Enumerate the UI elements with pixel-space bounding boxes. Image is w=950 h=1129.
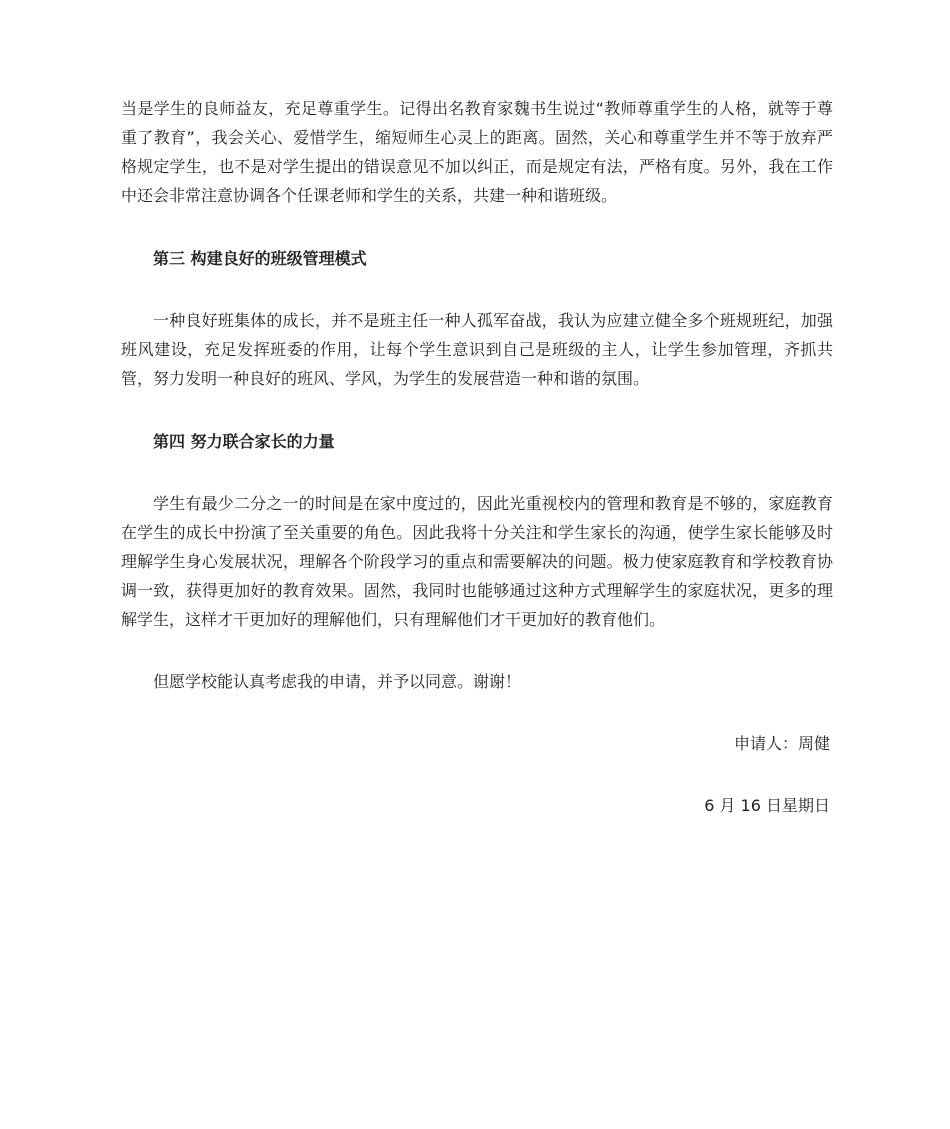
section-heading-4: 第四 努力联合家长的力量 — [153, 432, 335, 451]
section-3-paragraph: 一种良好班集体的成长，并不是班主任一种人孤军奋战，我认为应建立健全多个班规班纪，加强班风建设，充足发挥班委的作用，让每个学生意识到自己是班级的主人，让学生参加管理，齐抓共管，努力发明一种良好的班风、学风，为学生的发展营造一种和谐的氛围。 — [121, 311, 833, 388]
spacer — [121, 758, 833, 791]
spacer — [121, 634, 833, 667]
document-date: 6 月 16 日星期日 — [704, 796, 830, 815]
spacer — [121, 210, 833, 244]
spacer — [121, 456, 833, 489]
section-4-paragraph: 学生有最少二分之一的时间是在家中度过的，因此光重视校内的管理和教育是不够的，家庭教育在学生的成长中扮演了至关重要的角色。因此我将十分关注和学生家长的沟通，使学生家长能够及时理解学生身心发展状况，理解各个阶段学习的重点和需要解决的问题。极力使家庭教育和学校教育协调一致，获得更加好的教育效果。固然，我同时也能够通过这种方式理解学生的家庭状况，更多的理解学生，这样才干更加好的理解他们，只有理解他们才干更加好的教育他们。 — [121, 494, 833, 629]
applicant-signature: 申请人：周健 — [733, 734, 830, 753]
spacer — [121, 273, 833, 306]
spacer — [121, 393, 833, 427]
intro-paragraph: 当是学生的良师益友，充足尊重学生。记得出名教育家魏书生说过“教师尊重学生的人格，就等于尊重了教育”，我会关心、爱惜学生，缩短师生心灵上的距离。固然，关心和尊重学生并不等于放弃严格规定学生，也不是对学生提出的错误意见不加以纠正，而是规定有法，严格有度。另外，我在工作中还会非常注意协调各个任课老师和学生的关系，共建一种和谐班级。 — [121, 99, 833, 205]
section-heading-3: 第三 构建良好的班级管理模式 — [153, 249, 367, 268]
document-page — [121, 94, 833, 820]
spacer — [121, 696, 833, 729]
closing-paragraph: 但愿学校能认真考虑我的申请，并予以同意。谢谢！ — [153, 672, 522, 691]
